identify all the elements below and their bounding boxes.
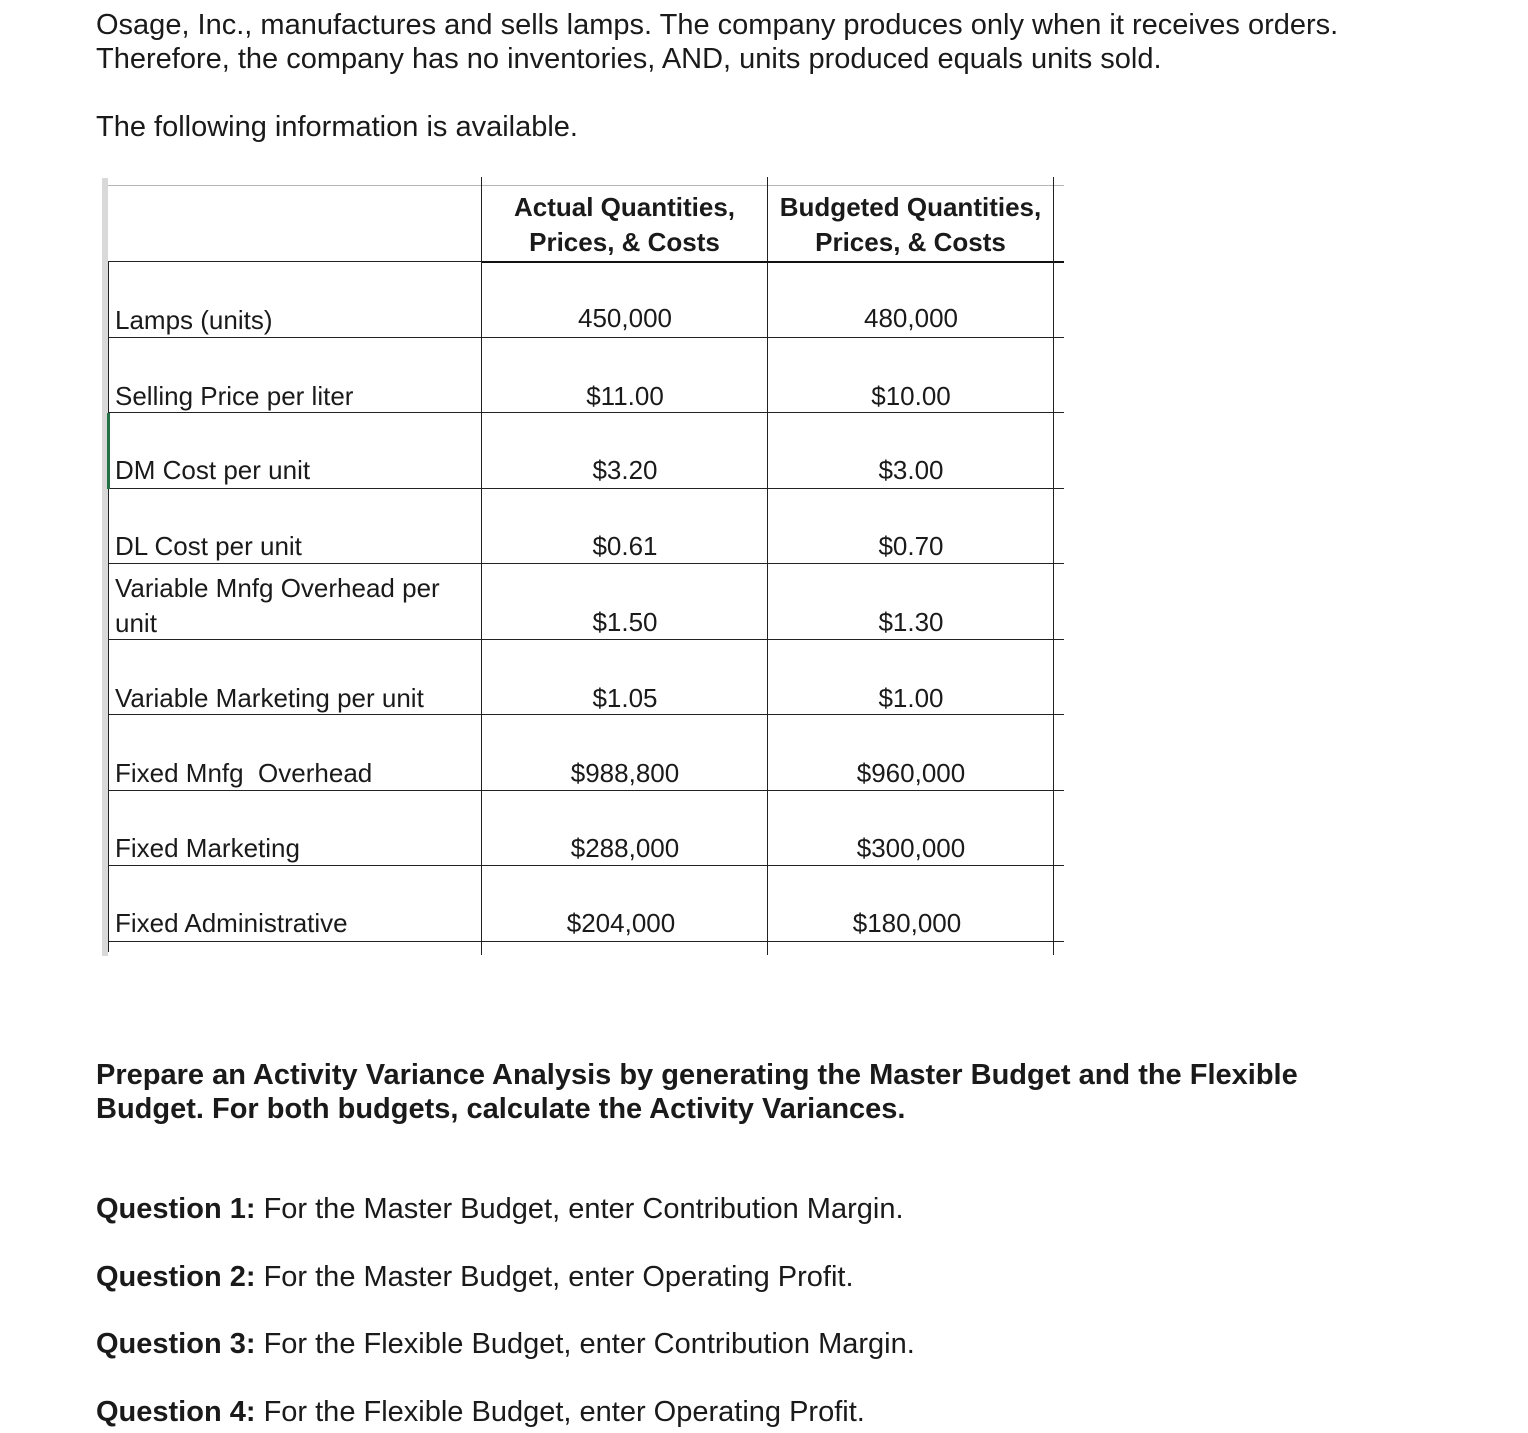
- row-label-var-marketing: Variable Marketing per unit: [115, 683, 424, 713]
- cell-actual-lamps: 450,000: [578, 303, 672, 333]
- cell-budget-dm-cost: $3.00: [878, 455, 944, 485]
- row-label-dl-cost: DL Cost per unit: [115, 531, 302, 561]
- cell-actual-dl-cost: $0.61: [592, 531, 658, 561]
- cell-actual-fixed-mnfg-overhead: $988,800: [570, 758, 680, 788]
- header-actual: Actual Quantities, Prices, & Costs: [513, 192, 736, 257]
- question-3: [96, 1327, 915, 1361]
- question-text: For the Flexible Budget, enter Operating Profit.: [255, 1396, 865, 1428]
- row-line: [108, 261, 482, 262]
- row-line: [481, 261, 1064, 263]
- cell-budget-fixed-marketing: $300,000: [856, 833, 966, 863]
- row-line: [108, 412, 1064, 413]
- row-line: [108, 488, 1064, 489]
- instruction-paragraph: Prepare an Activity Variance Analysis by generating the Master Budget and the Flexible Budget. For both budgets, calculate the Activity Variances.: [96, 1059, 1298, 1125]
- row-line: [108, 790, 1064, 791]
- question-label: Question 3:: [96, 1328, 256, 1360]
- col-tick: [1053, 177, 1054, 189]
- question-text: For the Master Budget, enter Contribution Margin.: [255, 1193, 904, 1225]
- info-line: The following information is available.: [96, 111, 578, 143]
- header-budgeted: Budgeted Quantities, Prices, & Costs: [779, 192, 1042, 257]
- question-label: Question 1:: [96, 1193, 256, 1225]
- question-4: [96, 1395, 865, 1429]
- row-line: [108, 337, 1064, 338]
- question-2: [96, 1260, 854, 1294]
- header-divider: [767, 189, 768, 263]
- cell-budget-var-mnfg-overhead: $1.30: [878, 607, 944, 637]
- row-label-fixed-admin: Fixed Administrative: [115, 908, 348, 938]
- row-label-fixed-marketing: Fixed Marketing: [115, 833, 300, 863]
- cell-budget-var-marketing: $1.00: [878, 683, 944, 713]
- cell-actual-var-mnfg-overhead: $1.50: [592, 607, 658, 637]
- cell-budget-selling-price: $10.00: [871, 381, 951, 411]
- row-line: [108, 941, 1064, 942]
- cell-budget-lamps: 480,000: [864, 303, 958, 333]
- cell-budget-dl-cost: $0.70: [878, 531, 944, 561]
- question-text: For the Flexible Budget, enter Contribution Margin.: [255, 1328, 915, 1360]
- cell-selection-marker: [107, 413, 110, 489]
- row-label-fixed-mnfg-overhead: Fixed Mnfg Overhead: [115, 758, 373, 788]
- row-label-dm-cost: DM Cost per unit: [115, 455, 311, 485]
- row-line: [108, 865, 1064, 866]
- question-1: [96, 1192, 904, 1226]
- row-label-var-mnfg-overhead: Variable Mnfg Overhead per unit: [115, 573, 440, 638]
- col-line: [108, 262, 109, 952]
- cell-actual-selling-price: $11.00: [586, 381, 664, 411]
- cell-budget-fixed-admin: $180,000: [852, 908, 962, 938]
- cell-actual-fixed-marketing: $288,000: [570, 833, 680, 863]
- col-tick: [481, 177, 482, 189]
- cell-actual-fixed-admin: $204,000: [566, 908, 676, 938]
- table-top-border: [108, 185, 1064, 186]
- question-label: Question 2:: [96, 1261, 256, 1293]
- cell-budget-fixed-mnfg-overhead: $960,000: [856, 758, 966, 788]
- col-tick: [767, 177, 768, 189]
- cell-actual-var-marketing: $1.05: [592, 683, 658, 713]
- row-line: [108, 563, 1064, 564]
- question-text: For the Master Budget, enter Operating Profit.: [255, 1261, 854, 1293]
- cell-actual-dm-cost: $3.20: [592, 455, 658, 485]
- question-label: Question 4:: [96, 1396, 256, 1428]
- row-line: [108, 714, 1064, 715]
- row-label-selling-price: Selling Price per liter: [115, 381, 354, 411]
- intro-paragraph: Osage, Inc., manufactures and sells lamps. The company produces only when it receives orders. Therefore, the company has no inventories, AND, units produced equals units sold.: [96, 9, 1339, 75]
- row-label-lamps: Lamps (units): [115, 305, 273, 335]
